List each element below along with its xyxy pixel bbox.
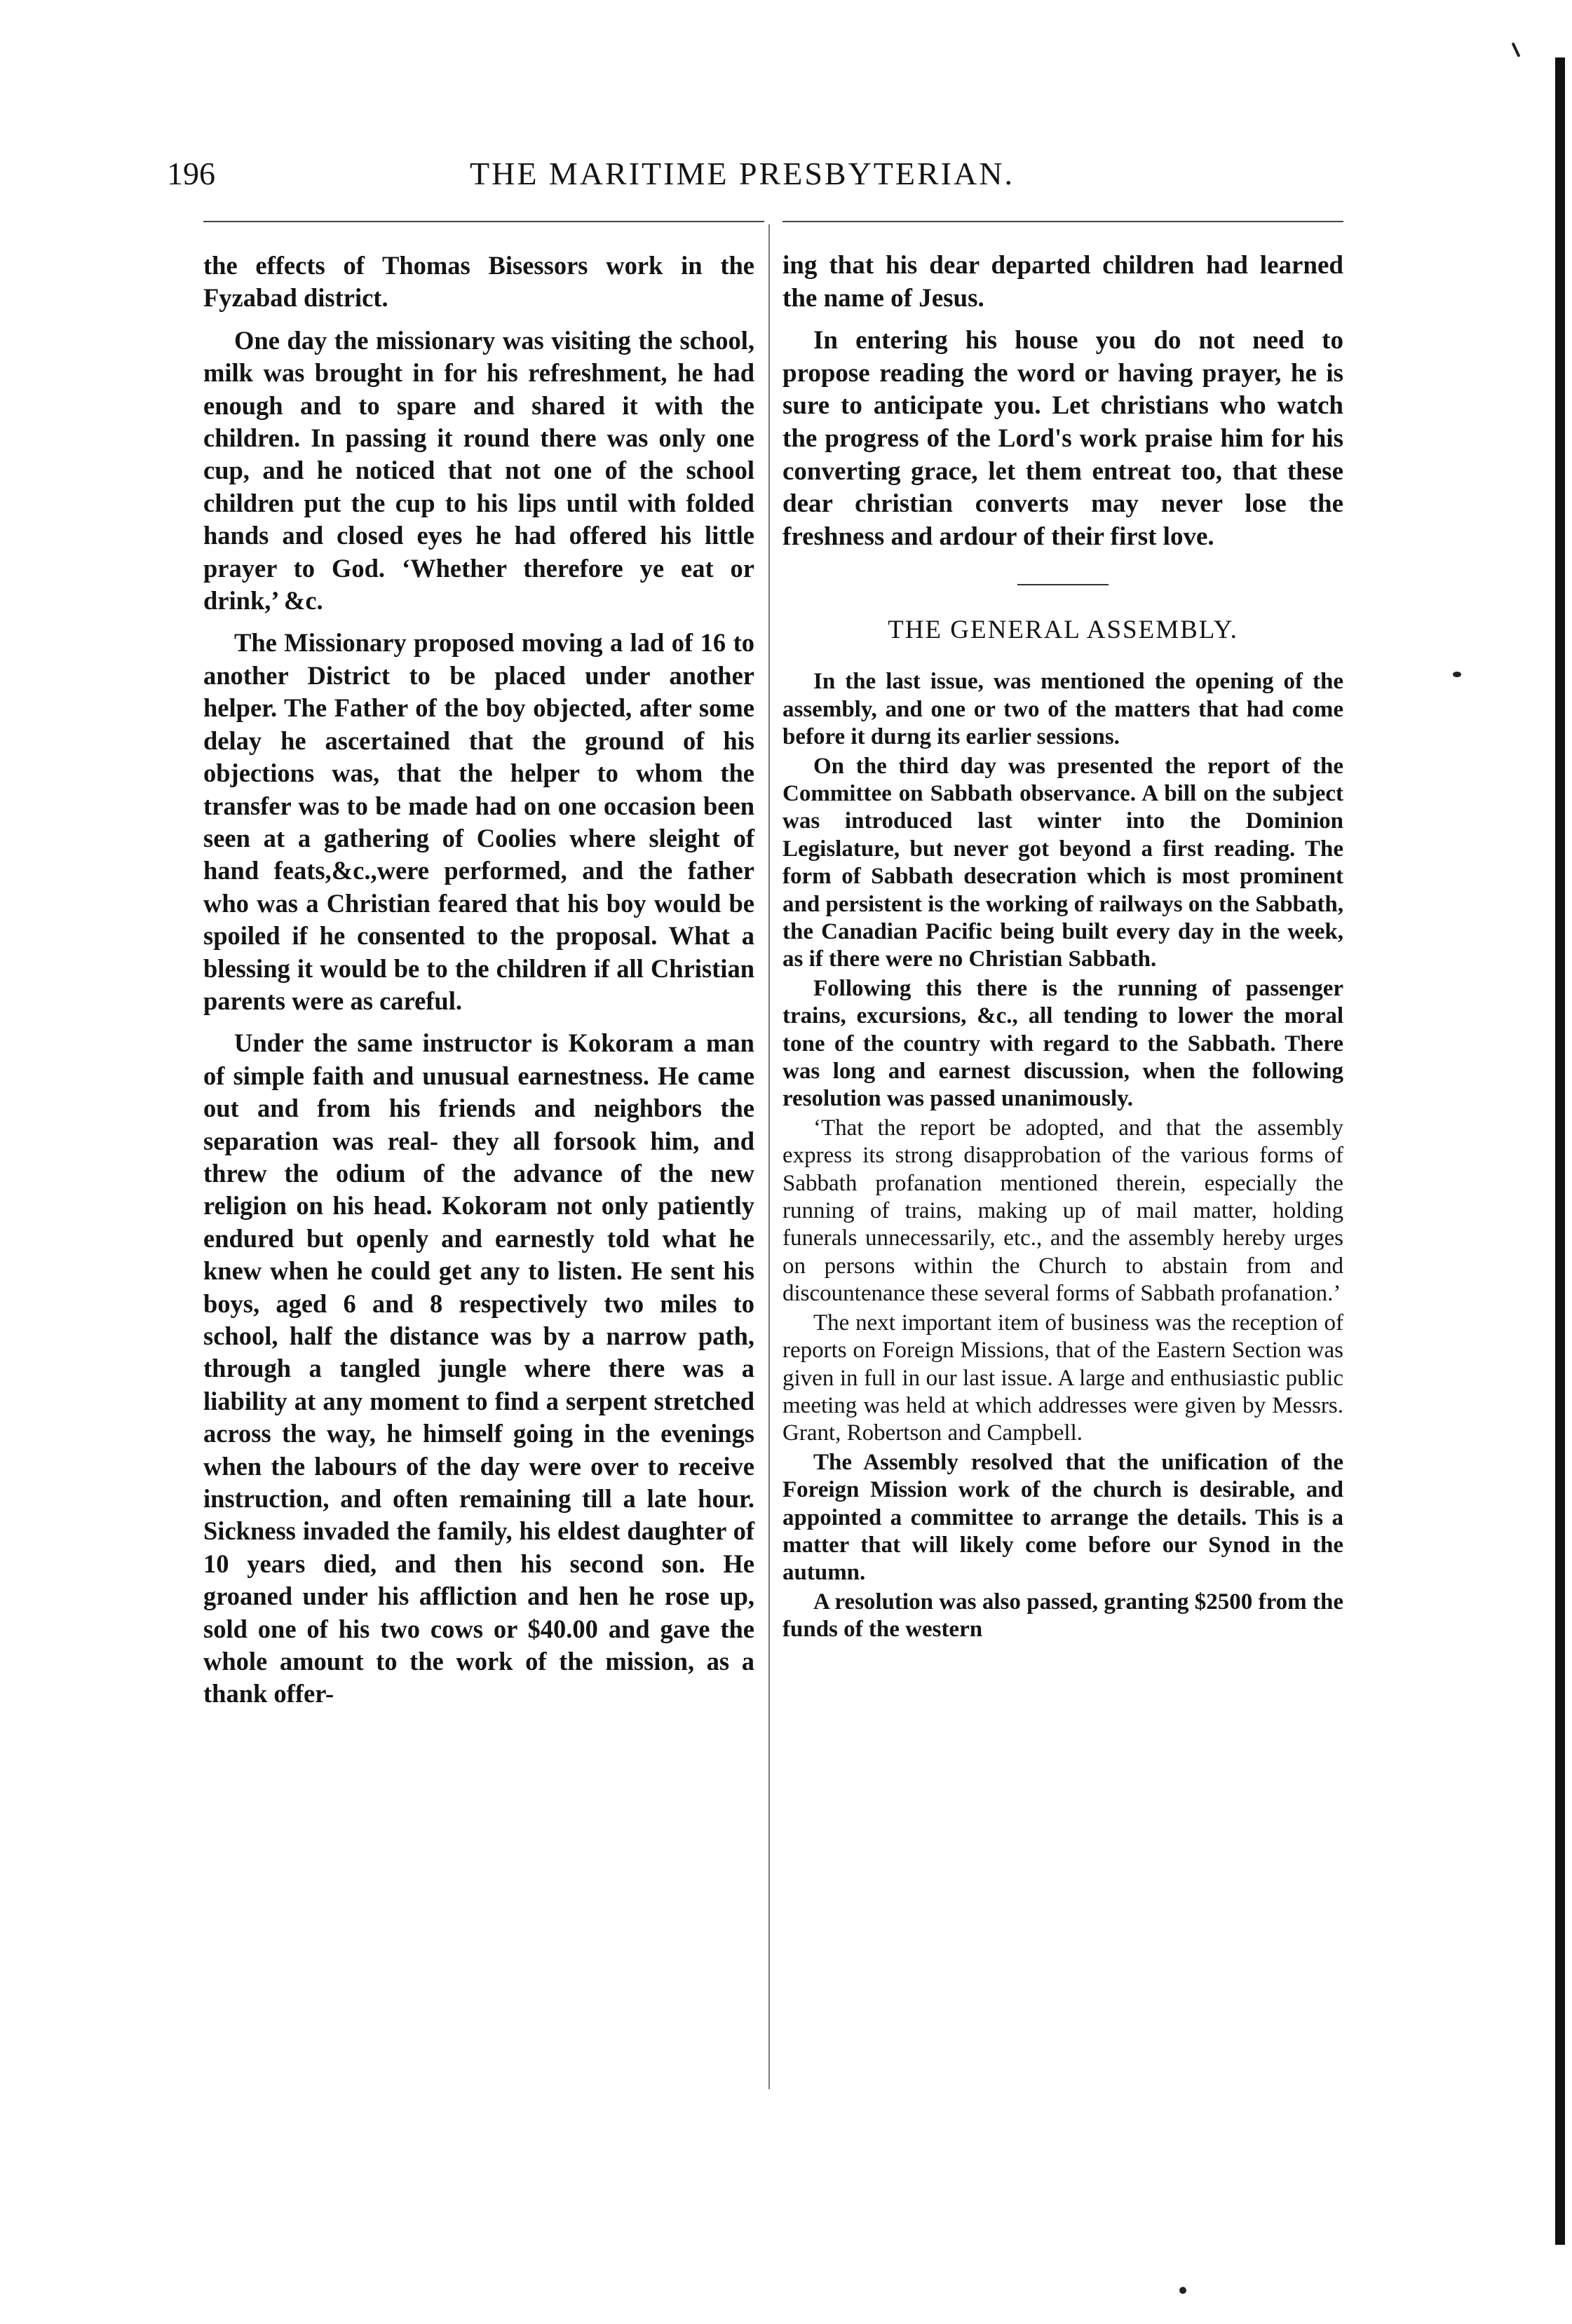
article-paragraph: One day the missionary was visiting the school, milk was brought in for his refreshment, he had enough and to spare and shared it with the children. In passing it round there was only one cup, and he noticed that not one of the school children put the cup to his lips until with folded hands and closed eyes he had offered his little prayer to God. ‘Whether therefore ye eat or drink,’ &c. [203, 325, 754, 616]
article-paragraph: A resolution was also passed, granting $2500 from the funds of the western [782, 1589, 1343, 1643]
scan-speck [1453, 672, 1461, 677]
article-paragraph: The Assembly resolved that the unification of the Foreign Mission work of the church is desirable, and appointed a committee to arrange the details. This is a matter that will likely come before our Synod in the autumn. [782, 1449, 1343, 1586]
scan-speck [1179, 2287, 1186, 2294]
journal-title: THE MARITIME PRESBYTERIAN. [470, 156, 1015, 191]
article-paragraph: In entering his house you do not need to propose reading the word or having prayer, he is sure to anticipate you. Let christians who watch the progress of the Lord's work praise him for his converting grace, let them entreat too, that these dear christian converts may never lose the freshness and ardour of their first love. [782, 326, 1343, 551]
article-paragraph: On the third day was presented the report of the Committee on Sabbath observance. A bill on the subject was introduced last winter into the Dominion Legislature, but never got beyond a first reading. The form of Sabbath desecration which is most prominent and persistent is the working of railways on the Sabbath, the Canadian Pacific being built every day in the week, as if there were no Christian Sabbath. [782, 753, 1343, 972]
article-paragraph: The next important item of business was the reception of reports on Foreign Missions, that of the Eastern Section was given in full in our last issue. A large and enthusiastic public meeting was held at which addresses were given by Messrs. Grant, Robertson and Campbell. [782, 1310, 1343, 1446]
article-paragraph: Under the same instructor is Kokoram a man of simple faith and unusual earnestness. He came out and from his friends and neighbors the separation was real- they all forsook him, and threw the odium of the advance of the new religion on his head. Kokoram not only patiently endured but openly and earnestly told what he knew when he could get any to listen. He sent his boys, aged 6 and 8 respectively two miles to school, half the distance was by a narrow path, through a tangled jungle where there was a liability at any moment to find a serpent stretched across the way, he himself going in the evenings when the labours of the day were over to receive instruction, and often remaining till a late hour. Sickness invaded the family, his eldest daughter of 10 years died, and then his second son. He groaned under his affliction and hen he rose up, sold one of his two cows or $40.00 and gave the whole amount to the work of the mission, as a thank offer- [203, 1028, 754, 1708]
article-paragraph: ‘That the report be adopted, and that the assembly express its strong disapprobation of the various forms of Sabbath profanation mentioned therein, especially the running of trains, making up of mail matter, holding funerals unnecessarily, etc., and the assembly hereby urges on persons within the Church to abstain from and discountenance these several forms of Sabbath profanation.’ [782, 1115, 1343, 1307]
scan-speck [1512, 42, 1521, 57]
page-header [161, 149, 1437, 205]
section-divider [1017, 584, 1109, 585]
article-paragraph: ing that his dear departed children had learned the name of Jesus. [782, 251, 1343, 313]
scan-edge-bar [1555, 57, 1565, 2245]
article-paragraph: The Missionary proposed moving a lad of 16 to another District to be placed under another helper. The Father of the boy objected, after some delay he ascertained that the ground of his objections was, that the helper to whom the transfer was to be made had on one occasion been seen at a gathering of Coolies where sleight of hand feats,&c.,were performed, and the father who was a Christian feared that his boy would be spoiled if he consented to the proposal. What a blessing it would be to the children if all Christian parents were as careful. [203, 628, 754, 1015]
header-rule [782, 221, 1343, 222]
page-number: 196 [167, 156, 215, 191]
section-heading: THE GENERAL ASSEMBLY. [888, 616, 1238, 645]
article-paragraph: Following this there is the running of passenger trains, excursions, &c., all tending to lower the moral tone of the country with regard to the Sabbath. There was long and earnest discussion, when the following resolution was passed unanimously. [782, 975, 1343, 1112]
column-divider [768, 224, 770, 2089]
right-column [782, 250, 1343, 1645]
article-paragraph: In the last issue, was mentioned the opening of the assembly, and one or two of the matters that had come before it durng its earlier sessions. [782, 669, 1343, 750]
article-paragraph: the effects of Thomas Bisessors work in the Fyzabad district. [203, 251, 754, 313]
header-rule [203, 221, 764, 222]
left-column [203, 250, 754, 1720]
